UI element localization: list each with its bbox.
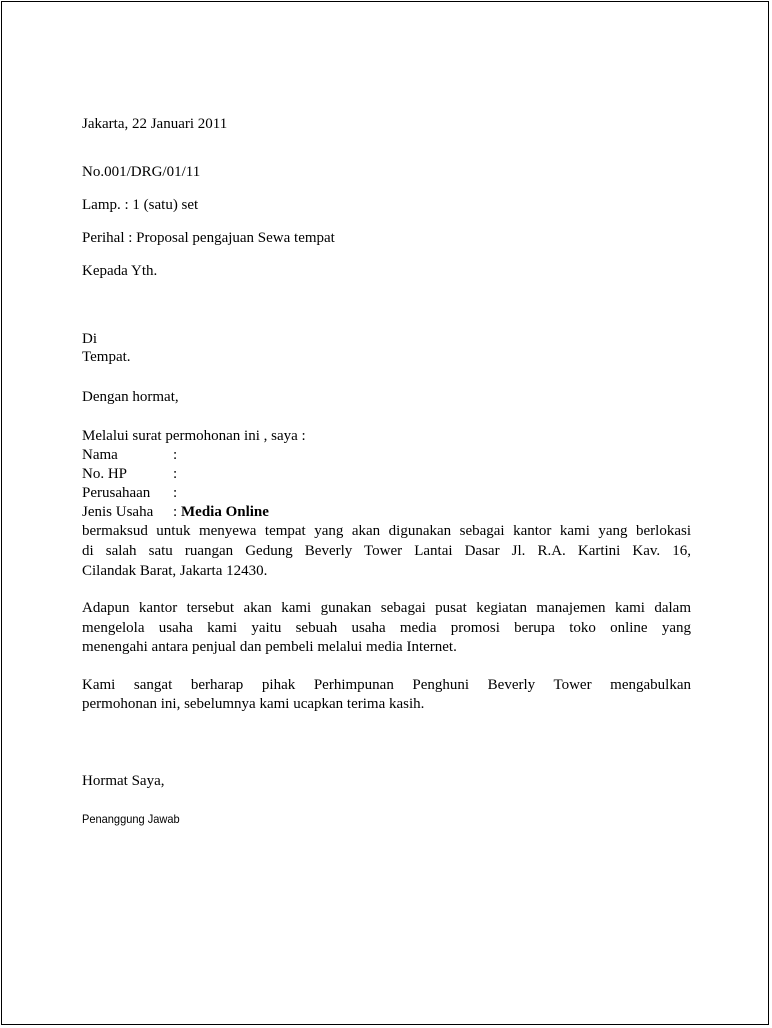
field-label: Perusahaan	[82, 485, 151, 501]
paragraph-line: permohonan ini, sebelumnya kami ucapkan terima kasih.	[82, 696, 425, 712]
paragraph-line: bermaksud untuk menyewa tempat yang akan digunakan sebagai kantor kami yang berlokasi	[82, 523, 691, 539]
letter-page	[1, 1, 769, 1025]
paragraph-line: di salah satu ruangan Gedung Beverly Tower Lantai Dasar Jl. R.A. Kartini Kav. 16,	[82, 543, 691, 559]
field-row-company	[82, 484, 682, 503]
field-row-phone	[82, 465, 682, 484]
letter-number: No.001/DRG/01/11	[82, 164, 201, 180]
field-label: No. HP	[82, 466, 128, 482]
letter-attachment: Lamp. : 1 (satu) set	[82, 197, 199, 213]
field-label: Jenis Usaha	[82, 504, 154, 520]
signatory-role: Penanggung Jawab	[82, 812, 180, 826]
closing-salutation: Hormat Saya,	[82, 773, 165, 789]
field-colon: :	[173, 485, 178, 501]
paragraph-line: Cilandak Barat, Jakarta 12430.	[82, 563, 268, 579]
intro-line: Melalui surat permohonan ini , saya :	[82, 428, 306, 444]
field-row-name	[82, 446, 682, 465]
field-row-business-type	[82, 503, 682, 522]
field-colon: :	[173, 504, 178, 520]
paragraph-line: menengahi antara penjual dan pembeli melalui media Internet.	[82, 639, 457, 655]
field-label: Nama	[82, 447, 118, 463]
recipient-place: Tempat.	[82, 349, 131, 365]
paragraph-line: mengelola usaha kami yaitu sebuah usaha media promosi berupa toko online yang	[82, 620, 691, 636]
recipient-at: Di	[82, 331, 97, 347]
letter-subject: Perihal : Proposal pengajuan Sewa tempat	[82, 230, 335, 246]
letter-date: Jakarta, 22 Januari 2011	[82, 116, 228, 132]
field-colon: :	[173, 466, 178, 482]
recipient-to: Kepada Yth.	[82, 263, 158, 279]
greeting: Dengan hormat,	[82, 389, 179, 405]
field-colon: :	[173, 447, 178, 463]
field-value: Media Online	[181, 504, 269, 520]
paragraph-line: Adapun kantor tersebut akan kami gunakan sebagai pusat kegiatan manajemen kami dalam	[82, 600, 691, 616]
paragraph-line: Kami sangat berharap pihak Perhimpunan Penghuni Beverly Tower mengabulkan	[82, 677, 691, 693]
